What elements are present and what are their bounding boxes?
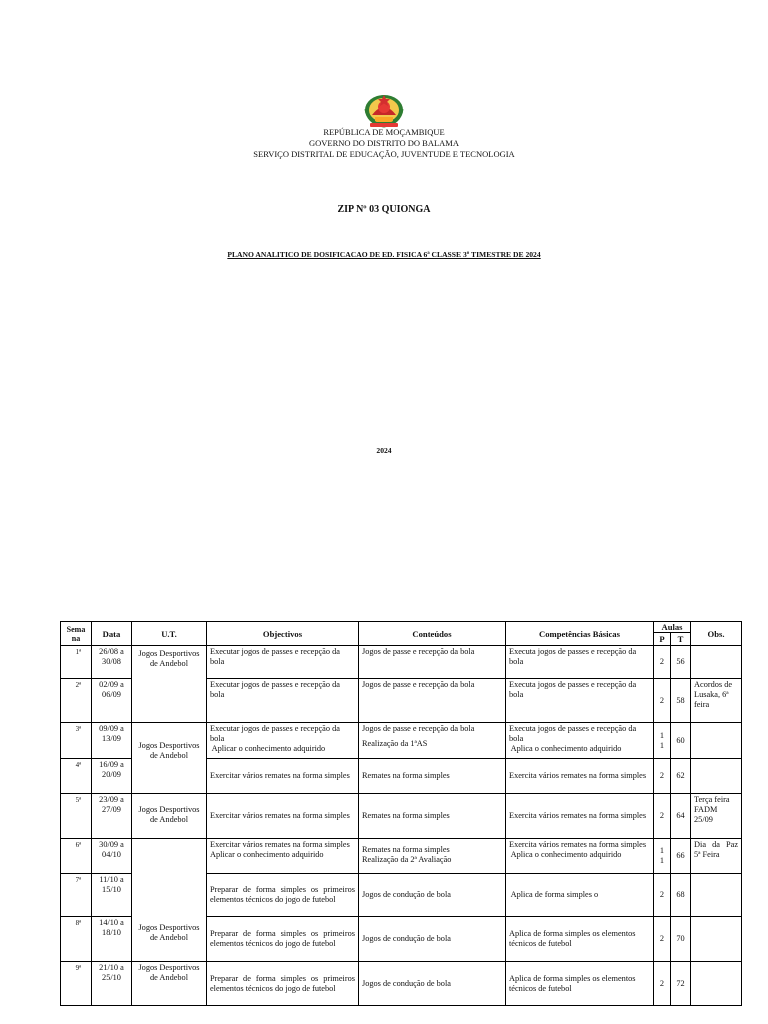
objectivos-cell: Executar jogos de passes e recepção da bola xyxy=(207,646,359,679)
objectivos-cell: Exercitar vários remates na forma simples xyxy=(207,759,359,794)
header-ut: U.T. xyxy=(132,622,207,646)
conteudos-cell: Remates na forma simples xyxy=(359,759,506,794)
header-service: SERVIÇO DISTRITAL DE EDUCAÇÃO, JUVENTUDE E TECNOLOGIA xyxy=(253,149,515,159)
aulas-p-cell xyxy=(654,839,671,874)
conteudos-line: Jogos de passe e recepção da bola xyxy=(362,724,475,733)
conteudos-cell: Remates na forma simples xyxy=(359,794,506,839)
competencias-line: Executa jogos de passes e recepção da bola xyxy=(509,724,637,743)
table-row xyxy=(61,646,742,679)
aulas-t-cell: 56 xyxy=(671,646,691,679)
aulas-p-line: 1 xyxy=(659,846,665,855)
header-objectivos: Objectivos xyxy=(207,622,359,646)
dosification-table xyxy=(60,621,742,1006)
ut-cell: Jogos Desportivos de Andebol xyxy=(132,839,207,962)
table-row xyxy=(61,723,742,759)
semana-cell: 2ª xyxy=(61,679,92,723)
aulas-p-cell: 2 xyxy=(654,962,671,1006)
semana-cell: 6ª xyxy=(61,839,92,874)
competencias-cell: Aplica de forma simples os elementos técnicos de futebol xyxy=(506,917,654,962)
aulas-t-cell: 66 xyxy=(671,839,691,874)
aulas-t-cell: 72 xyxy=(671,962,691,1006)
obs-cell: Acordos de Lusaka, 6ª feira xyxy=(691,679,742,723)
aulas-p-cell: 2 xyxy=(654,646,671,679)
header-aulas: Aulas xyxy=(654,622,691,633)
obs-cell xyxy=(691,917,742,962)
objectivos-cell: Preparar de forma simples os primeiros elementos técnicos do jogo de futebol xyxy=(207,917,359,962)
objectivos-line: Executar jogos de passes e recepção da bola xyxy=(210,724,340,743)
header-p: P xyxy=(654,633,671,646)
date-cell: 16/09 a 20/09 xyxy=(92,759,132,794)
competencias-cell: Exercita vários remates na forma simples xyxy=(506,759,654,794)
objectivos-cell: Executar jogos de passes e recepção da bola xyxy=(207,679,359,723)
aulas-p-cell: 2 xyxy=(654,759,671,794)
objectivos-cell: Exercitar vários remates na forma simples xyxy=(207,794,359,839)
aulas-p-cell: 2 xyxy=(654,917,671,962)
header-republic: REPÚBLICA DE MOÇAMBIQUE xyxy=(323,127,445,137)
semana-cell: 1ª xyxy=(61,646,92,679)
plan-title: PLANO ANALITICO DE DOSIFICACAO DE ED. FISICA 6ª CLASSE 3º TIMESTRE DE 2024 xyxy=(227,250,541,259)
objectivos-line: Aplicar o conhecimento adquirido xyxy=(210,744,326,753)
date-cell: 14/10 a 18/10 xyxy=(92,917,132,962)
date-cell: 30/09 a 04/10 xyxy=(92,839,132,874)
conteudos-cell: Jogos de passe e recepção da bola xyxy=(359,679,506,723)
competencias-line: Aplica o conhecimento adquirido xyxy=(509,744,622,753)
conteudos-line: Realização da 2ª Avaliação xyxy=(362,855,452,864)
semana-cell: 7ª xyxy=(61,874,92,917)
objectivos-line: Aplicar o conhecimento adquirido xyxy=(210,850,324,859)
aulas-t-cell: 58 xyxy=(671,679,691,723)
zip-title: ZIP Nº 03 QUIONGA xyxy=(337,204,431,215)
date-cell: 21/10 a 25/10 xyxy=(92,962,132,1006)
objectivos-cell: Preparar de forma simples os primeiros elementos técnicos do jogo de futebol xyxy=(207,962,359,1006)
conteudos-cell xyxy=(359,723,506,759)
header-semana: Sema na xyxy=(61,622,92,646)
competencias-cell xyxy=(506,839,654,874)
ut-cell: Jogos Desportivos de Andebol xyxy=(132,646,207,723)
semana-cell: 5ª xyxy=(61,794,92,839)
objectivos-cell xyxy=(207,839,359,874)
aulas-p-cell xyxy=(654,723,671,759)
ut-cell: Jogos Desportivos de Andebol xyxy=(132,962,207,1006)
obs-cell xyxy=(691,962,742,1006)
aulas-p-line: 1 xyxy=(659,740,665,750)
competencias-cell: Executa jogos de passes e recepção da bola xyxy=(506,679,654,723)
aulas-t-cell: 60 xyxy=(671,723,691,759)
conteudos-cell: Jogos de condução de bola xyxy=(359,874,506,917)
obs-cell: Dia da Paz 5ª Feira xyxy=(691,839,742,874)
year-label: 2024 xyxy=(376,446,392,455)
header-t: T xyxy=(671,633,691,646)
ut-cell: Jogos Desportivos de Andebol xyxy=(132,723,207,794)
table-row xyxy=(61,962,742,1006)
aulas-p-line: 1 xyxy=(659,730,665,740)
aulas-t-cell: 70 xyxy=(671,917,691,962)
aulas-t-cell: 68 xyxy=(671,874,691,917)
competencias-cell: Executa jogos de passes e recepção da bola xyxy=(506,646,654,679)
obs-cell xyxy=(691,646,742,679)
date-cell: 11/10 a 15/10 xyxy=(92,874,132,917)
competencias-cell: Aplica de forma simples o xyxy=(506,874,654,917)
competencias-cell xyxy=(506,723,654,759)
header-obs: Obs. xyxy=(691,622,742,646)
conteudos-cell: Jogos de condução de bola xyxy=(359,962,506,1006)
semana-cell: 4ª xyxy=(61,759,92,794)
ut-cell: Jogos Desportivos de Andebol xyxy=(132,794,207,839)
aulas-p-cell: 2 xyxy=(654,874,671,917)
competencias-cell: Aplica de forma simples os elementos técnicos de futebol xyxy=(506,962,654,1006)
date-cell: 26/08 a 30/08 xyxy=(92,646,132,679)
aulas-t-cell: 64 xyxy=(671,794,691,839)
conteudos-cell xyxy=(359,839,506,874)
conteudos-cell: Jogos de passe e recepção da bola xyxy=(359,646,506,679)
aulas-p-cell: 2 xyxy=(654,794,671,839)
aulas-p-line: 1 xyxy=(659,856,665,865)
header-government: GOVERNO DO DISTRITO DO BALAMA xyxy=(308,138,459,148)
table-row xyxy=(61,794,742,839)
objectivos-cell: Preparar de forma simples os primeiros elementos técnicos do jogo de futebol xyxy=(207,874,359,917)
objectivos-line: Exercitar vários remates na forma simples xyxy=(210,840,350,849)
objectivos-cell xyxy=(207,723,359,759)
semana-cell: 9ª xyxy=(61,962,92,1006)
semana-cell: 3ª xyxy=(61,723,92,759)
date-cell: 09/09 a 13/09 xyxy=(92,723,132,759)
header-conteudos: Conteúdos xyxy=(359,622,506,646)
aulas-t-cell: 62 xyxy=(671,759,691,794)
obs-cell xyxy=(691,759,742,794)
obs-cell xyxy=(691,874,742,917)
conteudos-cell: Jogos de condução de bola xyxy=(359,917,506,962)
coat-of-arms-emblem xyxy=(362,89,406,129)
date-cell: 23/09 a 27/09 xyxy=(92,794,132,839)
competencias-line: Aplica o conhecimento adquirido xyxy=(509,850,622,859)
obs-cell: Terça feira FADM 25/09 xyxy=(691,794,742,839)
competencias-cell: Exercita vários remates na forma simples xyxy=(506,794,654,839)
header-competencias: Competências Básicas xyxy=(506,622,654,646)
header-data: Data xyxy=(92,622,132,646)
date-cell: 02/09 a 06/09 xyxy=(92,679,132,723)
competencias-line: Exercita vários remates na forma simples xyxy=(509,840,647,849)
conteudos-line: Realização da 1ªAS xyxy=(362,739,428,748)
table-row xyxy=(61,839,742,874)
conteudos-line: Remates na forma simples xyxy=(362,845,450,854)
semana-cell: 8ª xyxy=(61,917,92,962)
aulas-p-cell: 2 xyxy=(654,679,671,723)
obs-cell xyxy=(691,723,742,759)
